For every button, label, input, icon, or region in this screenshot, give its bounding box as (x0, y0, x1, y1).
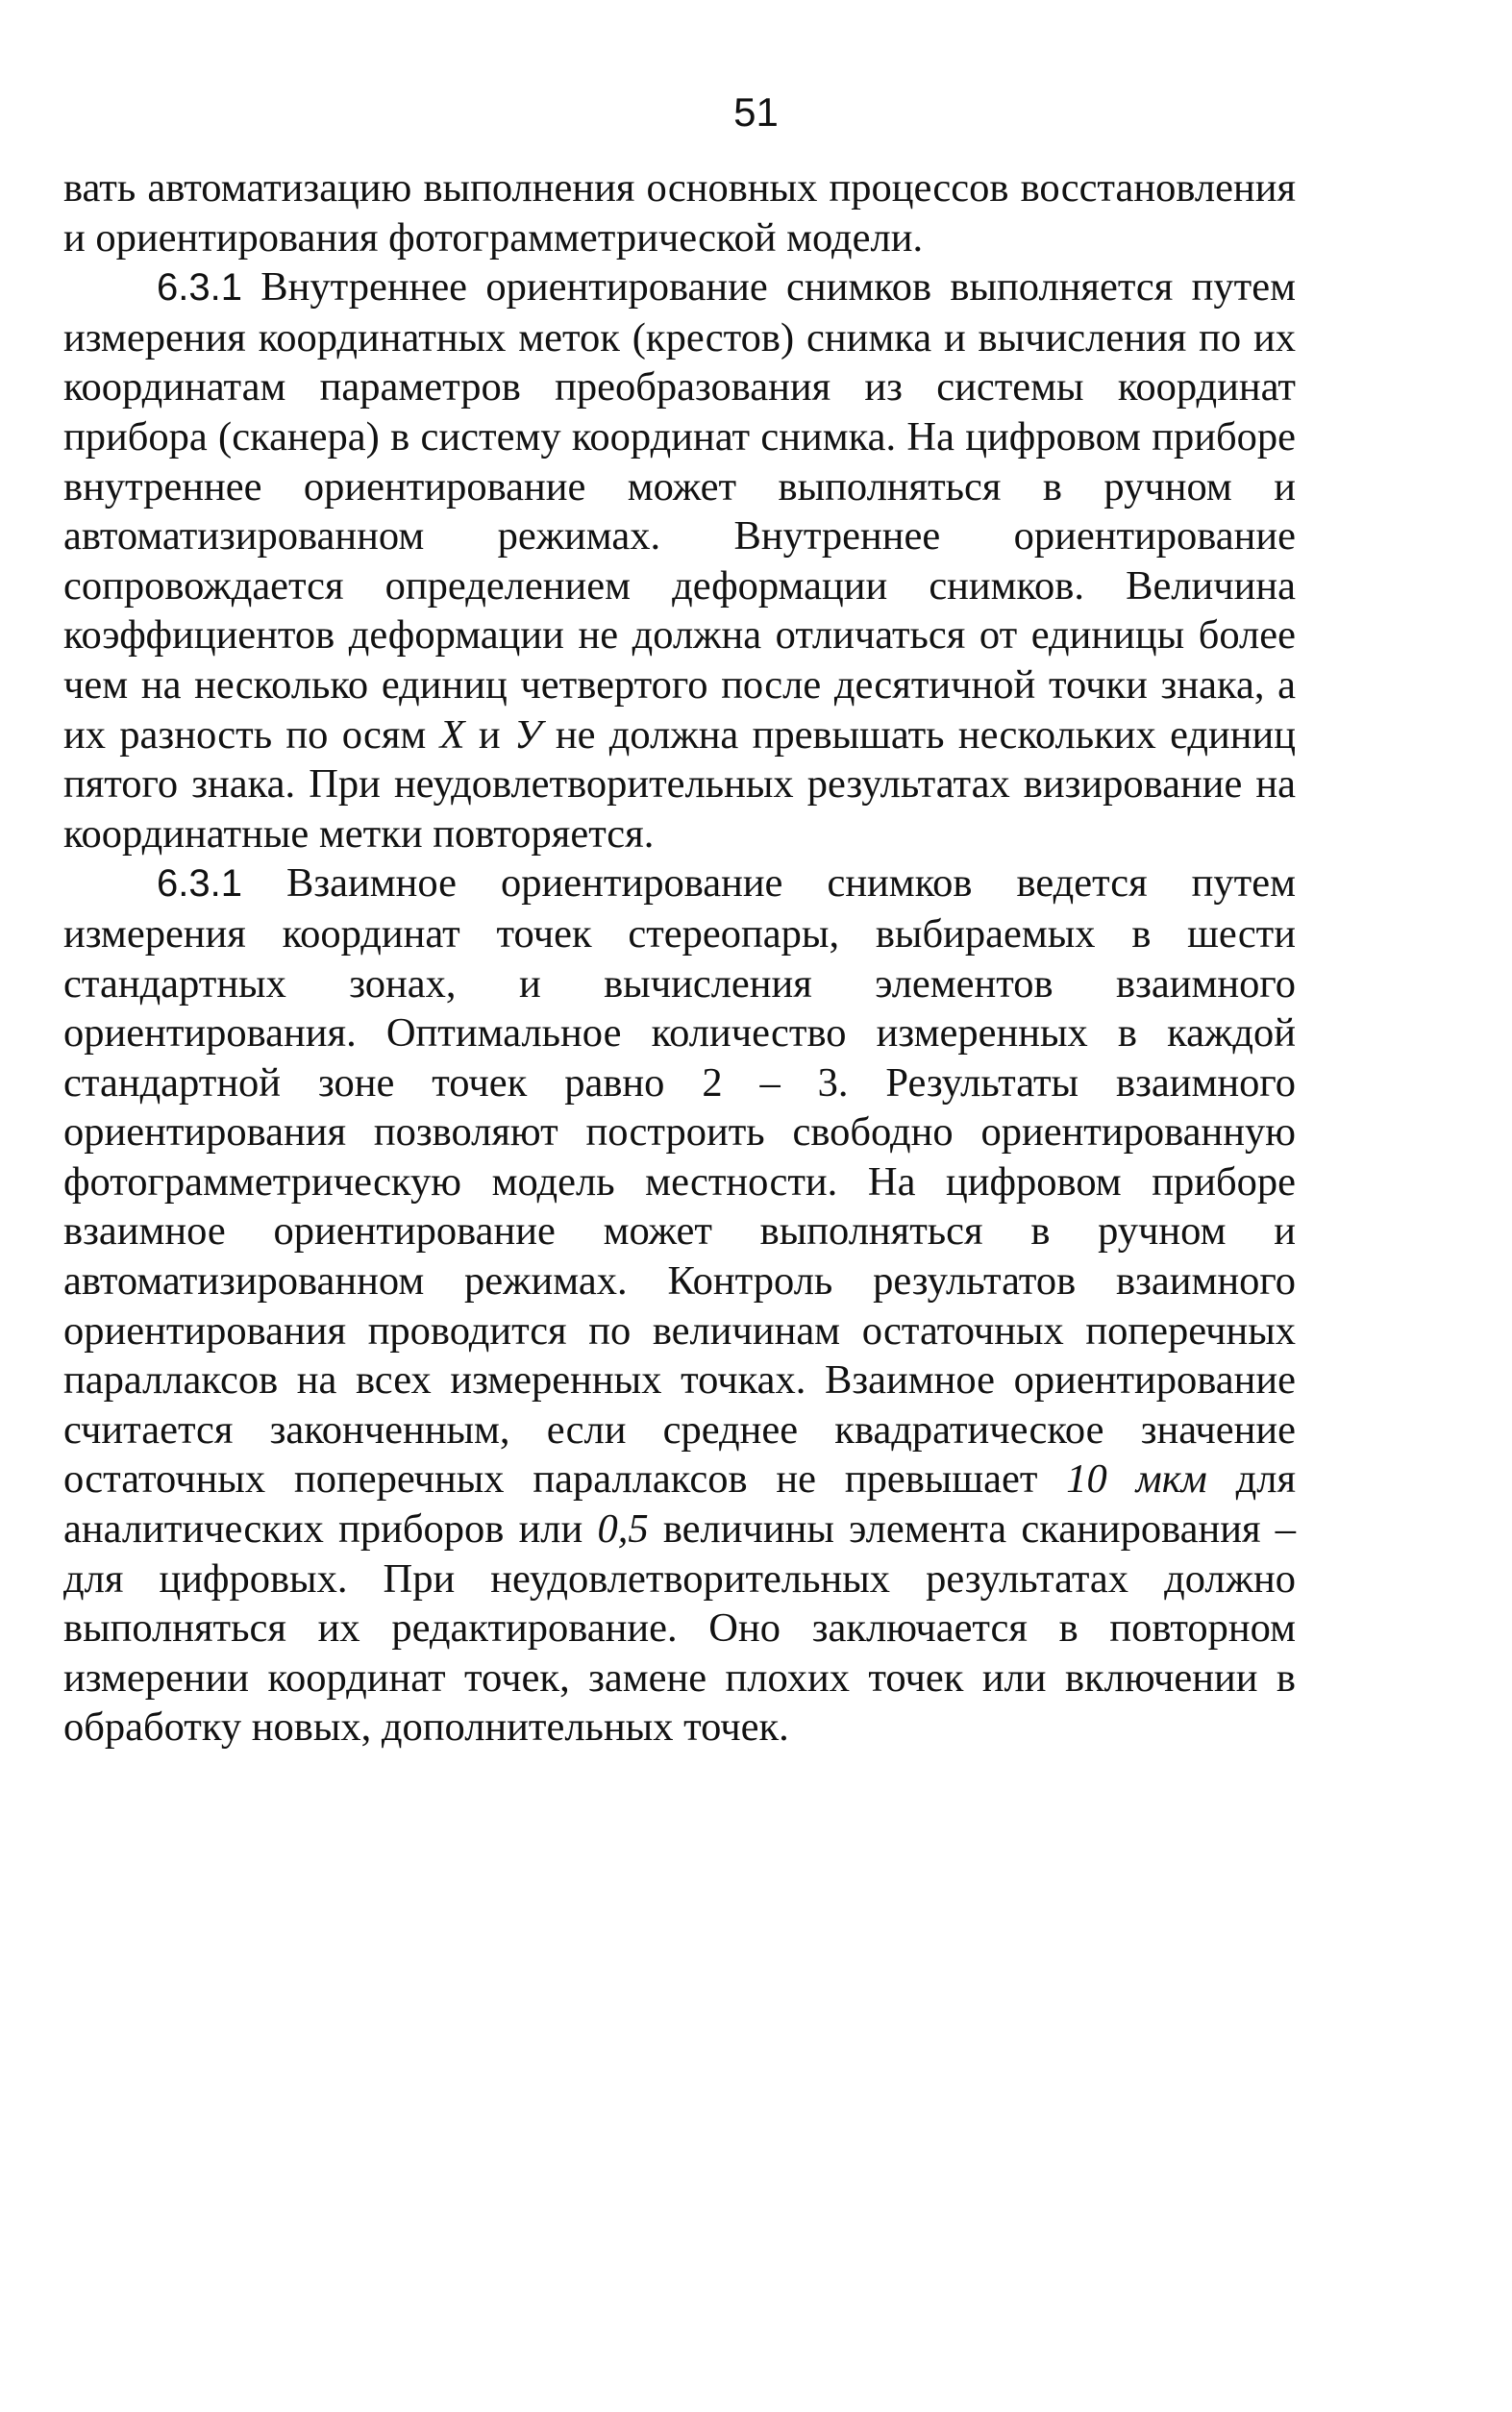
paragraph-continuation: вать автоматизацию выполнения основных процессов восстановления и ориентирования фотограмметрической модели. (63, 165, 1296, 261)
section-number: 6.3.1 (157, 266, 242, 310)
paragraph-text: для аналитических приборов или (63, 1456, 1296, 1553)
section-number: 6.3.1 (157, 862, 242, 906)
paragraph-text: не должна превышать нескольких единиц пятого знака. При неудовлетворительных результатах визирование на координатные метки повторяется. (63, 711, 1296, 857)
paragraph-interior-orientation (63, 262, 1296, 858)
page-text (63, 163, 1296, 1753)
paragraph-relative-orientation (63, 858, 1296, 1753)
paragraph-text: Взаимное ориентирование снимков ведется путем измерения координат точек стереопары, выбираемых в шести стандартных зонах, и вычисления элементов взаимного ориентирования. Оптимальное количество измеренных в каждой стандартной зоне точек равно 2 – 3. Результаты взаимного ориентирования позволяют построить свободно ориентированную фотограмметрическую модель местности. На цифровом приборе взаимное ориентирование может выполняться в ручном и автоматизированном режимах. Контроль результатов взаимного ориентирования проводится по величинам остаточных поперечных параллаксов на всех измеренных точках. Взаимное ориентирование считается законченным, если среднее квадратическое значение остаточных поперечных параллаксов не превышает (63, 860, 1296, 1503)
paragraph-text: и (464, 711, 514, 758)
paragraph-text: Внутреннее ориентирование снимков выполняется путем измерения координатных меток (крестов) снимка и вычисления по их координатам параметров преобразования из системы координат прибора (сканера) в систему координат снимка. На цифровом приборе внутреннее ориентирование может выполняться в ручном и автоматизированном режимах. Внутреннее ориентирование сопровождается определением деформации снимков. Величина коэффициентов деформации не должна отличаться от единицы более чем на несколько единиц четвертого после десятичной точки знака, а их разность по осям (63, 264, 1296, 758)
page-number: 51 (733, 89, 779, 135)
tolerance-value: 10 мкм (1066, 1456, 1207, 1503)
tolerance-value: 0,5 (597, 1506, 649, 1553)
axis-symbol: У (513, 711, 542, 758)
axis-symbol: X (439, 711, 465, 758)
paragraph-text: величины элемента сканирования – для цифровых. При неудовлетворительных результатах должно выполняться их редактирование. Оно заключается в повторном измерении координат точек, замене плохих точек или включении в обработку новых, дополнительных точек. (63, 1506, 1296, 1751)
